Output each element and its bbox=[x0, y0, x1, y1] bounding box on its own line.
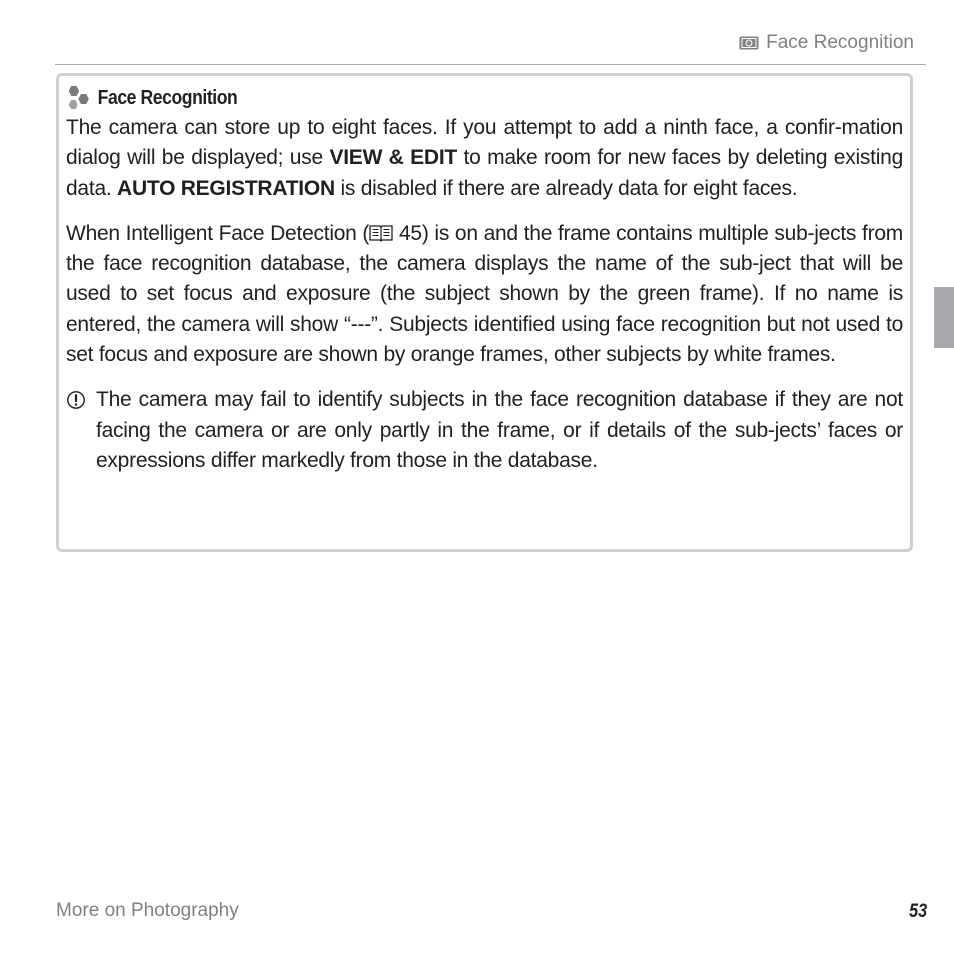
view-edit-label: VIEW & EDIT bbox=[329, 146, 457, 170]
paragraph-storage bbox=[66, 113, 903, 204]
paragraph-storage-text-2: to make room for new faces by deleting existing data. bbox=[66, 146, 904, 200]
paragraph-detection-text-2: ) is on and the frame contains multiple sub-jects from the face recognition database, the camera displays the name of the sub-ject that will be used to set focus and exposure (the subject shown by the green frame). If no name is entered, the camera will show “---”. Subjects identified using face recognition but not used to set focus and exposure are shown by orange frames, other subjects by white frames. bbox=[66, 221, 903, 367]
book-icon bbox=[369, 224, 393, 242]
footer-chapter-title: More on Photography bbox=[56, 900, 239, 921]
note-box-heading bbox=[66, 84, 803, 112]
page-number: 53 bbox=[909, 901, 927, 922]
chapter-thumb-tab bbox=[934, 287, 954, 348]
tips-icon bbox=[66, 85, 92, 111]
note-box bbox=[56, 73, 913, 552]
caution-note bbox=[66, 385, 903, 476]
header-divider bbox=[55, 64, 926, 65]
caution-icon bbox=[66, 390, 86, 410]
face-recognition-icon bbox=[739, 36, 759, 50]
paragraph-detection bbox=[66, 219, 903, 370]
caution-icon-wrapper bbox=[66, 385, 96, 415]
page-reference: 45 bbox=[393, 221, 422, 245]
paragraph-storage-text-1: The camera can store up to eight faces. If you attempt to add a ninth face, a confir-mation dialog will be displayed; use bbox=[66, 116, 903, 170]
paragraph-storage-text-3: is disabled if there are already data for eight faces. bbox=[334, 176, 798, 200]
note-box-title: Face Recognition bbox=[97, 86, 238, 109]
running-header bbox=[739, 31, 914, 55]
paragraph-detection-text-1: When Intelligent Face Detection ( bbox=[66, 221, 370, 245]
auto-registration-label: AUTO REGISTRATION bbox=[117, 176, 335, 200]
header-section-title: Face Recognition bbox=[766, 32, 914, 53]
caution-text: The camera may fail to identify subjects in the face recognition database if they are not facing the camera or are only partly in the frame, or if details of the sub-jects’ faces or expressions differ markedly from those in the database. bbox=[96, 388, 903, 472]
